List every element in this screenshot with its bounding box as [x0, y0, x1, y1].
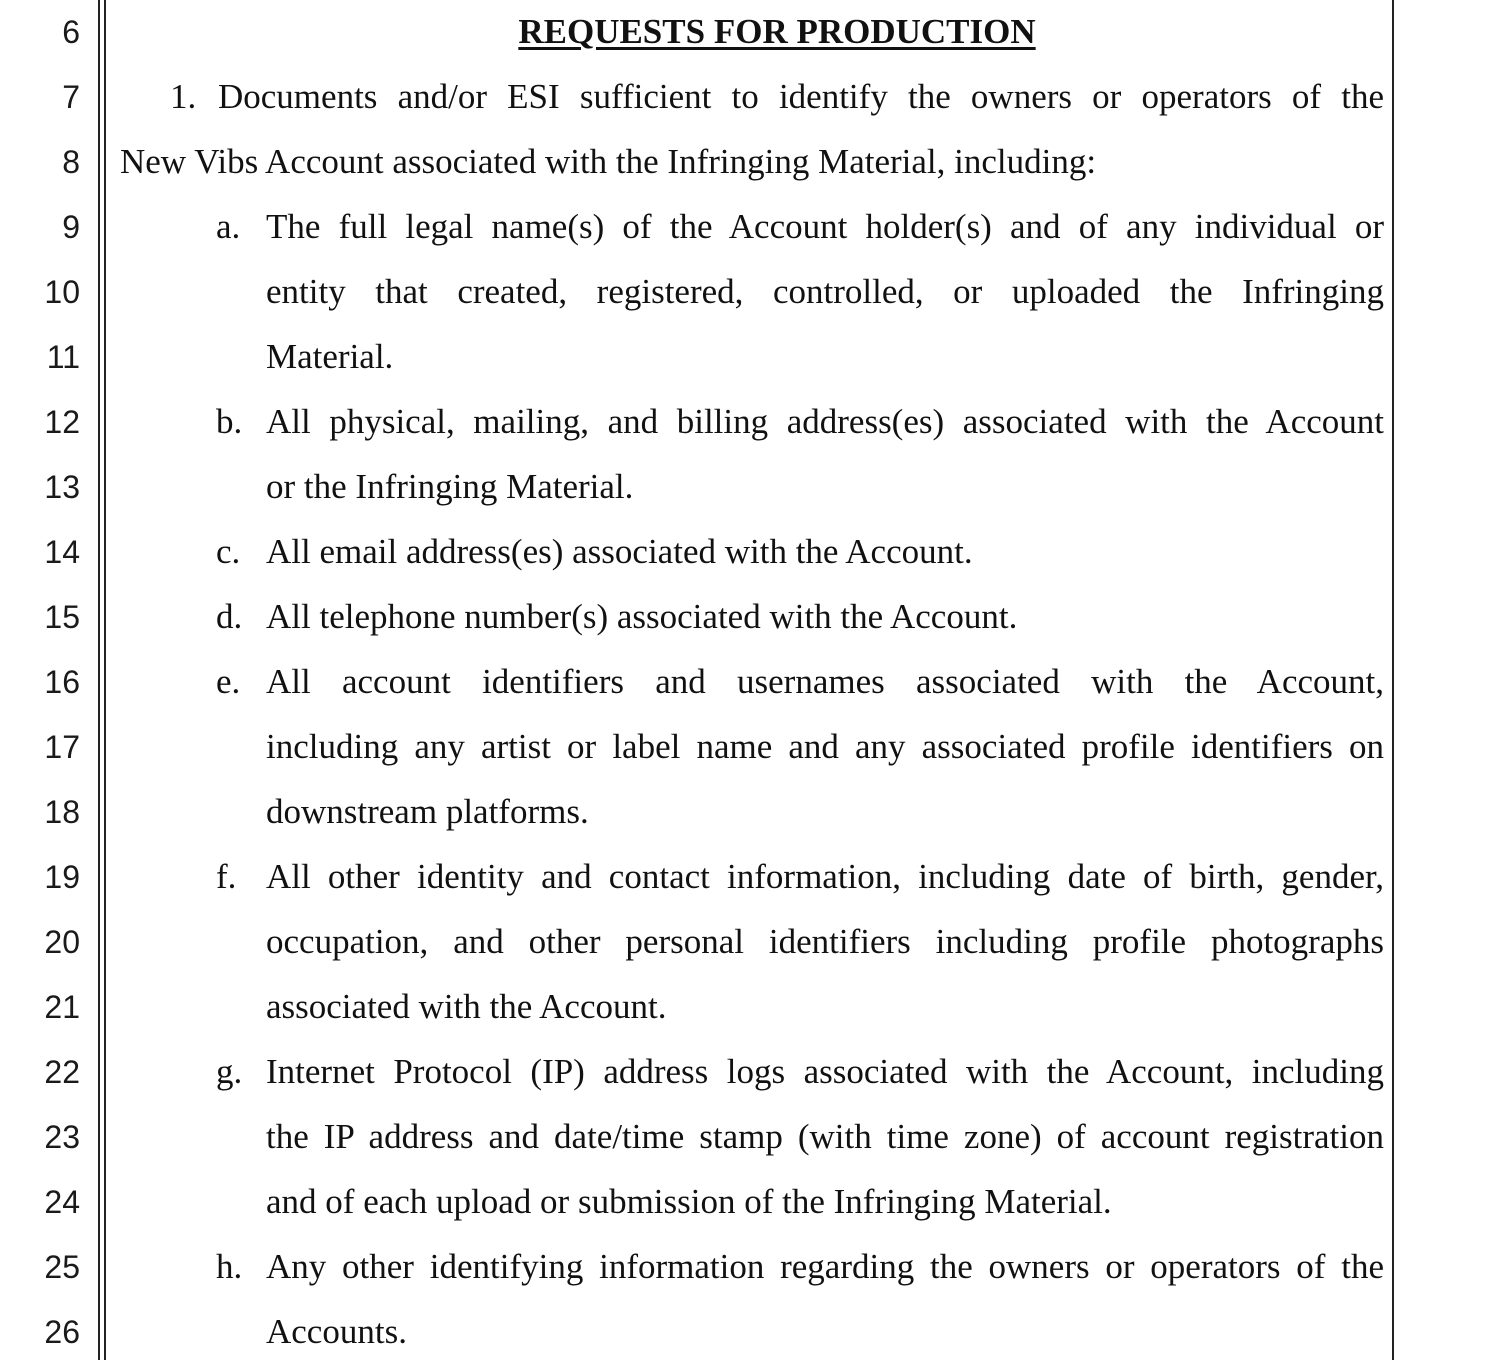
item-text-line: occupation, and other personal identifiers including profile photographs [266, 922, 1384, 961]
item-text-line: All physical, mailing, and billing address(es) associated with the Account [266, 402, 1384, 441]
line-number: 25 [44, 1249, 80, 1285]
item-text-line: All other identity and contact information, including date of birth, gender, [266, 857, 1384, 896]
item-text-line: entity that created, registered, controlled, or uploaded the Infringing [266, 272, 1384, 311]
line-number: 24 [44, 1184, 80, 1220]
item-marker: d. [216, 597, 243, 636]
item-text-line: Material. [266, 337, 394, 376]
line-number: 6 [62, 14, 80, 50]
request-text-line: Documents and/or ESI sufficient to identify the owners or operators of the [218, 77, 1384, 116]
item-text-line: downstream platforms. [266, 792, 589, 831]
line-number: 20 [44, 924, 80, 960]
line-number: 21 [44, 989, 80, 1025]
request-number: 1. [170, 77, 197, 116]
item-text-line: Any other identifying information regarding the owners or operators of the [266, 1247, 1384, 1286]
line-number: 13 [44, 469, 80, 505]
line-number: 15 [44, 599, 80, 635]
line-number: 19 [44, 859, 80, 895]
item-marker: f. [216, 857, 237, 896]
item-marker: a. [216, 207, 241, 246]
line-number: 9 [62, 209, 80, 245]
section-heading: REQUESTS FOR PRODUCTION [518, 12, 1036, 51]
left-margin-rule-outer [98, 0, 100, 1360]
item-marker: h. [216, 1247, 243, 1286]
item-text-line: Accounts. [266, 1312, 407, 1351]
item-text-line: and of each upload or submission of the Infringing Material. [266, 1182, 1112, 1221]
line-number: 17 [44, 729, 80, 765]
item-text-line: The full legal name(s) of the Account holder(s) and of any individual or [266, 207, 1384, 246]
item-text-line: including any artist or label name and any associated profile identifiers on [266, 727, 1384, 766]
item-text-line: All telephone number(s) associated with the Account. [266, 597, 1018, 636]
item-text-line: All email address(es) associated with the Account. [266, 532, 973, 571]
item-text-line: or the Infringing Material. [266, 467, 634, 506]
item-text-line: Internet Protocol (IP) address logs associated with the Account, including [266, 1052, 1384, 1091]
item-marker: e. [216, 662, 241, 701]
item-text-line: the IP address and date/time stamp (with time zone) of account registration [266, 1117, 1384, 1156]
line-number: 26 [44, 1314, 80, 1350]
line-number: 10 [44, 274, 80, 310]
item-marker: b. [216, 402, 243, 441]
item-text-line: associated with the Account. [266, 987, 667, 1026]
item-marker: c. [216, 532, 241, 571]
line-number: 16 [44, 664, 80, 700]
line-number: 12 [44, 404, 80, 440]
line-number: 11 [46, 339, 80, 375]
line-number: 23 [44, 1119, 80, 1155]
request-text-line: New Vibs Account associated with the Infringing Material, including: [120, 142, 1097, 181]
line-number: 8 [62, 144, 80, 180]
item-marker: g. [216, 1052, 243, 1091]
line-number: 14 [44, 534, 80, 570]
line-number: 18 [44, 794, 80, 830]
right-margin-rule [1392, 0, 1394, 1360]
item-text-line: All account identifiers and usernames associated with the Account, [266, 662, 1384, 701]
left-margin-rule-inner [104, 0, 106, 1360]
line-number: 7 [62, 79, 80, 115]
line-number: 22 [44, 1054, 80, 1090]
